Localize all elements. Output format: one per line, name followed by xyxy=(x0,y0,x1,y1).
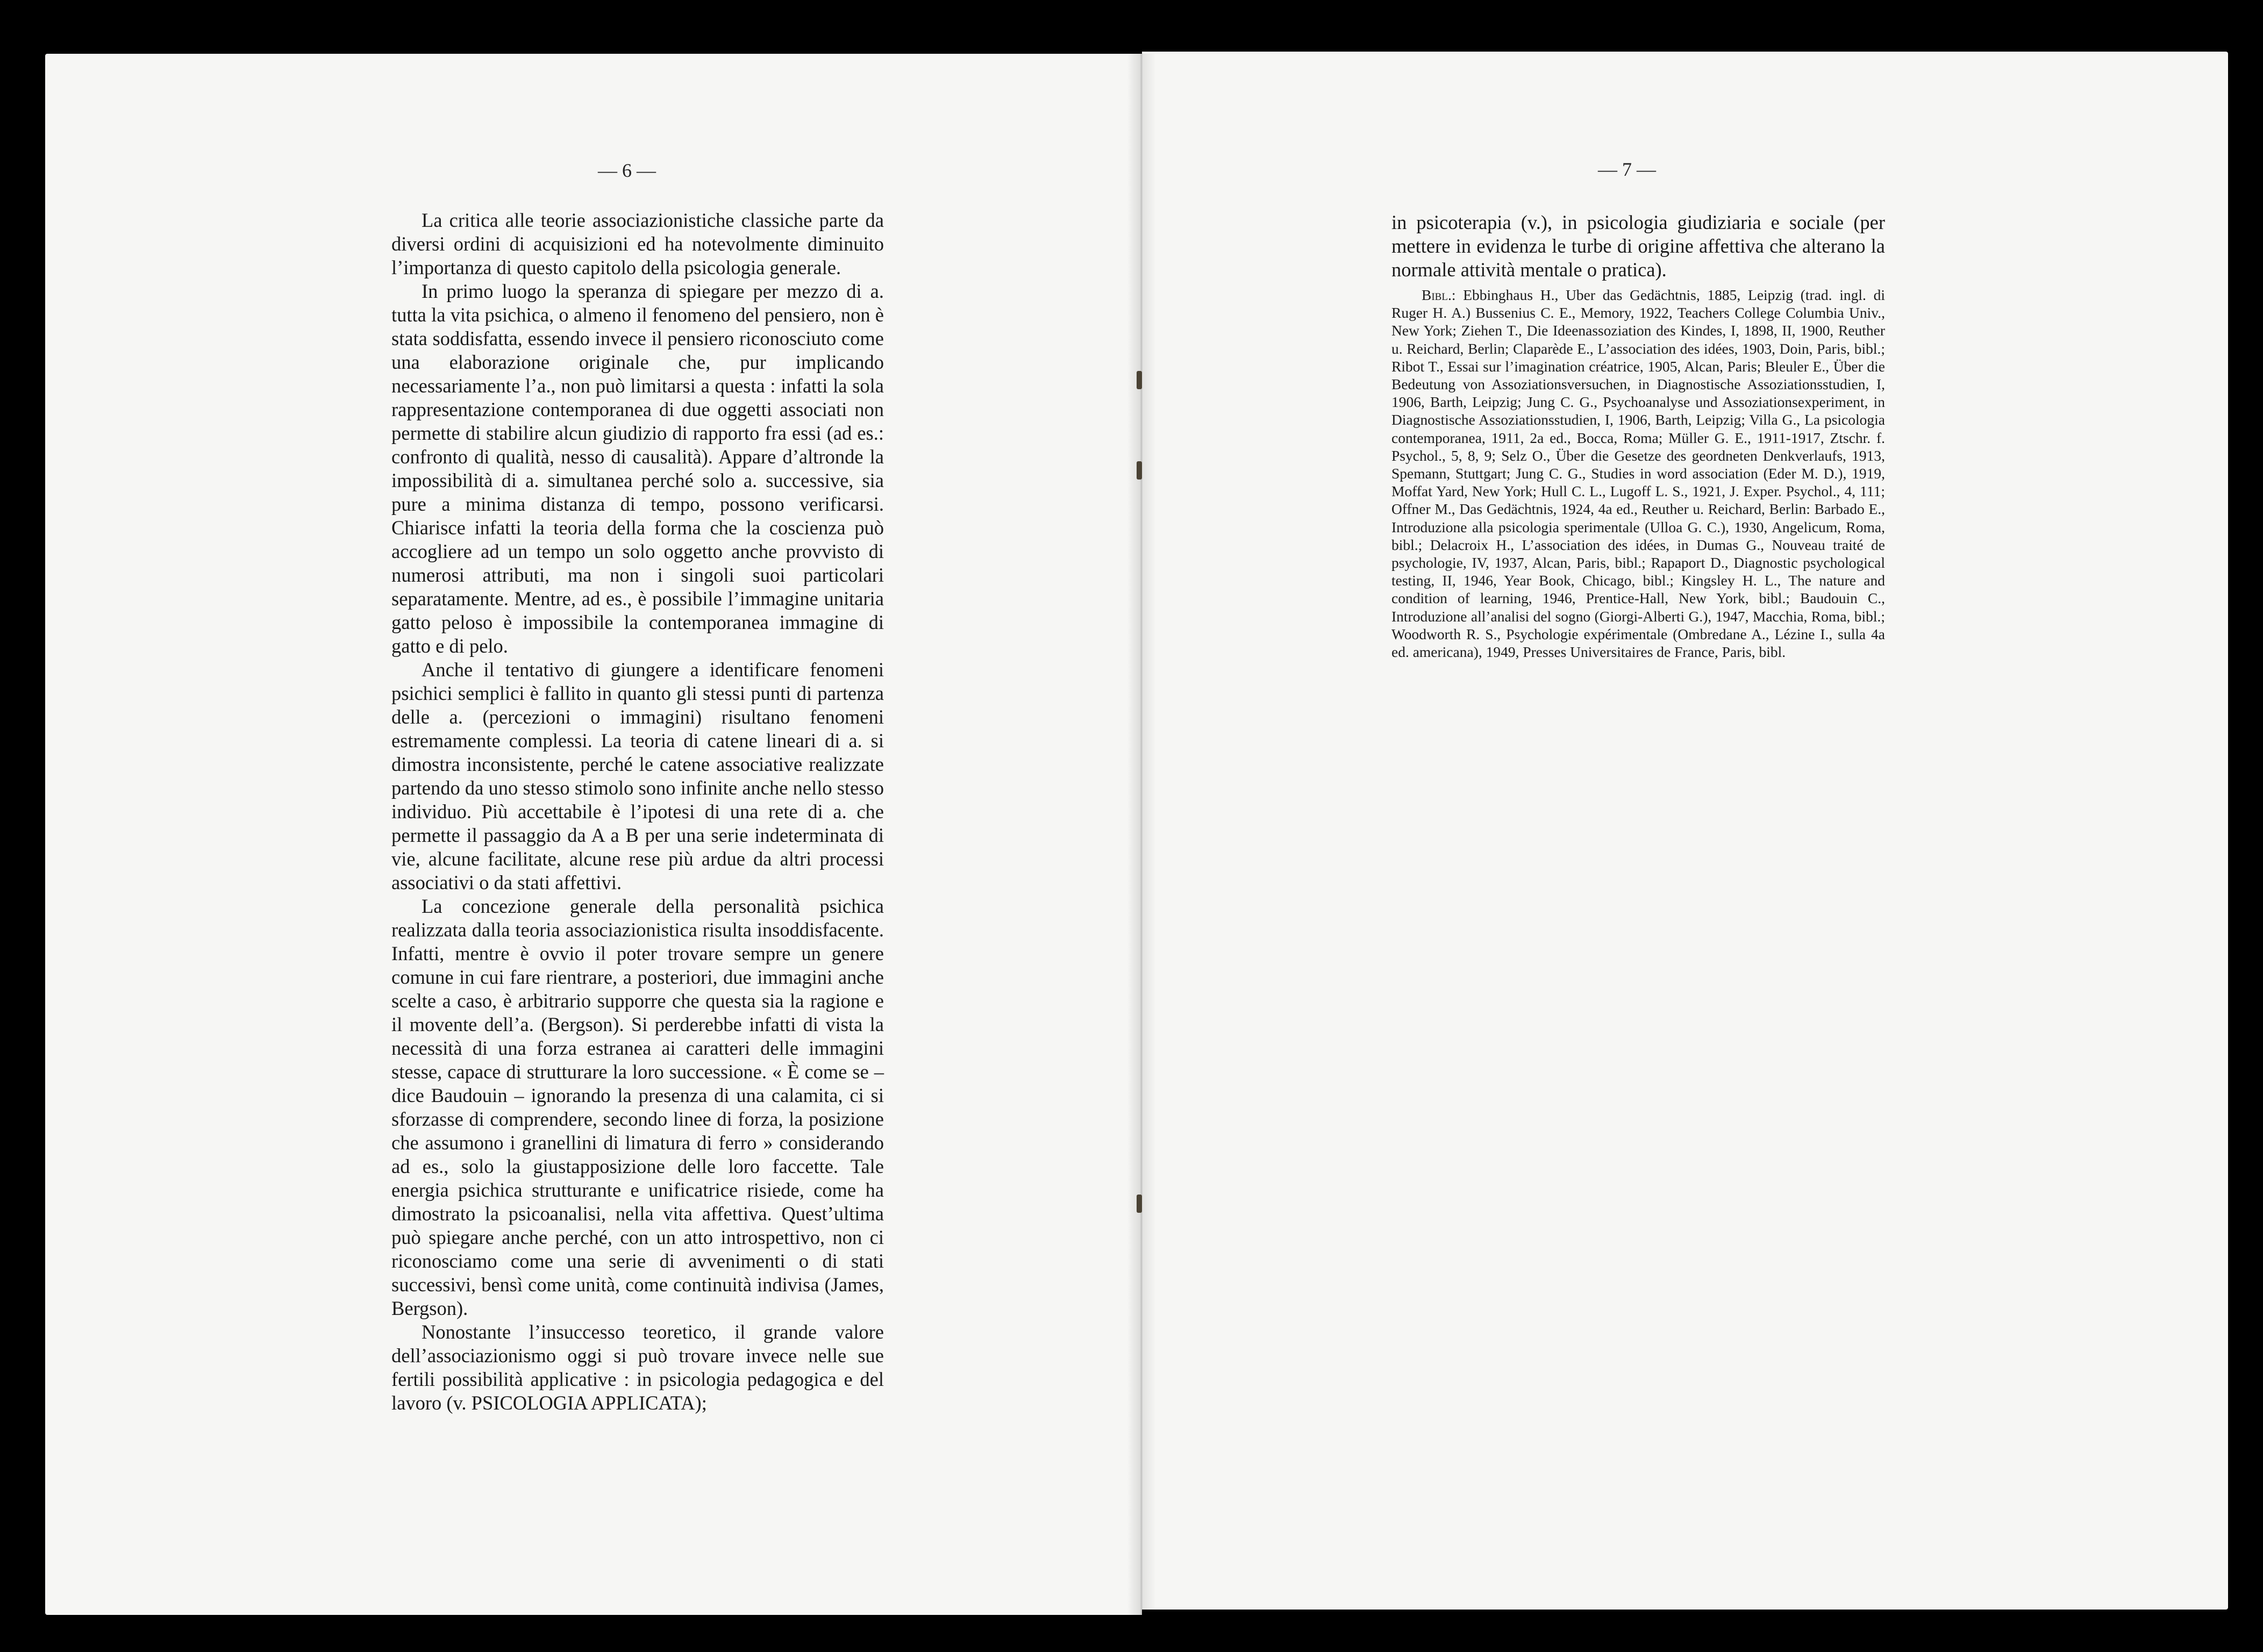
book-gutter xyxy=(1127,54,1156,1615)
right-page-number: — 7 — xyxy=(1598,159,1656,180)
bibliography-label: Bibl.: xyxy=(1422,287,1456,303)
paragraph: Anche il tentativo di giungere a identificare fenomeni psichici semplici è fallito in quanto gli stessi punti di partenza delle a. (percezioni o immagini) risultano fenomeni estremamente complessi. La teoria di catene lineari di a. si dimostra inconsistente, perché le catene associative realizzate partendo da uno stesso stimolo sono infinite anche nello stesso individuo. Più accettabile è l’ipotesi di una rete di a. che permette il passaggio da A a B per una serie indeterminata di vie, alcune facilitate, alcune rese più ardue da altri processi associativi o da stati affettivi. xyxy=(391,659,884,893)
bibliography-text: Ebbinghaus H., Uber das Gedächtnis, 1885, Leipzig (trad. ingl. di Ruger H. A.) Bussenius C. E., Memory, 1922, Teachers College Columbia Univ., New York; Ziehen T., Die Ideenassoziation des Kindes, I, 1898, II, 1900, Reuther u. Reichard, Berlin; Claparède E., L’association des idées, 1903, Doin, Paris, bibl.; Ribot T., Essai sur l’imagination créatrice, 1905, Alcan, Paris; Bleuler E., Über die Bedeutung von Assoziationsversuchen, in Diagnostische Assoziationsstudien, I, 1906, Barth, Leipzig; Jung C. G., Psychoanalyse und Assoziationsexperiment, in Diagnostische Assoziationsstudien, I, 1906, Barth, Leipzig; Villa G., La psicologia contemporanea, 1911, 2a ed., Bocca, Roma; Müller G. E., 1911-1917, Ztschr. f. Psychol., 5, 8, 9; Selz O., Über die Gesetze des geordneten Denkverlaufs, 1913, Spemann, Stuttgart; Jung C. G., Studies in word association (Eder M. D.), 1919, Moffat Yard, New York; Hull C. L., Lugoff L. S., 1921, J. Exper. Psychol., 4, 111; Offner M., Das Gedächtnis, 1924, 4a ed., Reuther u. Reichard, Berlin: Barbado E., Introduzione alla psicologia sperimentale (Ulloa G. C.), 1930, Angelicum, Roma, bibl.; Delacroix H., L’association des idées, in Dumas G., Nouveau traité de psychologie, IV, 1937, Alcan, Paris, bibl.; Rapaport D., Diagnostic psychological testing, II, 1946, Year Book, Chicago, bibl.; Kingsley H. L., The nature and condition of learning, 1946, Prentice-Hall, New York, bibl.; Baudouin C., Introduzione all’analisi del sogno (Giorgi-Alberti G.), 1947, Macchia, Roma, bibl.; Woodworth R. S., Psychologie expérimentale (Ombredane A., Lézine I., sulla 4a ed. americana), 1949, Presses Universitaires de France, Paris, bibl. xyxy=(1391,287,1885,661)
left-page-number: — 6 — xyxy=(598,160,656,181)
paragraph: La concezione generale della personalità psichica realizzata dalla teoria associazionistica risulta insoddisfacente. Infatti, mentre è ovvio il poter trovare sempre un genere comune in cui fare rientrare, a posteriori, due immagini anche scelte a caso, è arbitrario supporre che questa sia la ragione e il movente dell’a. (Bergson). Si perderebbe infatti di vista la necessità di una forza estranea ai caratteri delle immagini stesse, capace di strutturare la loro successione. « È come se – dice Baudouin – ignorando la presenza di una calamita, ci si sforzasse di comprendere, secondo linee di forza, la posizione che assumono i granellini di limatura di ferro » considerando ad es., solo la giustapposizione delle loro faccette. Tale energia psichica strutturante e unificatrice risiede, come ha dimostrato la psicoanalisi, nella vita affettiva. Quest’ultima può spiegare anche perché, con un atto introspettivo, non ci riconosciamo come una serie di avvenimenti o di stati successivi, bensì come unità, come continuità indivisa (James, Bergson). xyxy=(391,895,884,1319)
right-text-column xyxy=(1391,211,1885,661)
staple-top xyxy=(1137,371,1142,389)
paragraph: La critica alle teorie associazionistiche classiche parte da diversi ordini di acquisizioni ed ha notevolmente diminuito l’importanza di questo capitolo della psicologia generale. xyxy=(391,209,884,278)
bibliography xyxy=(1391,286,1885,661)
staple-middle xyxy=(1137,461,1142,480)
left-text-column xyxy=(391,209,884,1415)
paragraph: In primo luogo la speranza di spiegare per mezzo di a. tutta la vita psichica, o almeno il fenomeno del pensiero, non è stata soddisfatta, essendo invece il pensiero riconosciuto come una elaborazione originale che, pur implicando necessariamente l’a., non può limitarsi a questa : infatti la sola rappresentazione contemporanea di due oggetti associati non permette di stabilire alcun giudizio di rapporto fra essi (ad es.: confronto di qualità, nesso di causalità). Appare d’altronde la impossibilità di a. simultanea perché solo a. successive, sia pure a minima distanza di tempo, possono verificarsi. Chiarisce infatti la teoria della forma che la coscienza può accogliere ad un tempo un solo oggetto anche provvisto di numerosi attributi, ma non i singoli suoi particolari separatamente. Mentre, ad es., è possibile l’immagine unitaria gatto peloso è impossibile la contemporanea immagine di gatto e di pelo. xyxy=(391,280,884,657)
paragraph: in psicoterapia (v.), in psicologia giudiziaria e sociale (per mettere in evidenza le turbe di origine affettiva che alterano la normale attività mentale o pratica). xyxy=(1391,211,1885,281)
paragraph: Nonostante l’insuccesso teoretico, il grande valore dell’associazionismo oggi si può trovare invece nelle sue fertili possibilità applicative : in psicologia pedagogica e del lavoro (v. PSICOLOGIA APPLICATA); xyxy=(391,1321,884,1414)
staple-bottom xyxy=(1137,1195,1142,1213)
